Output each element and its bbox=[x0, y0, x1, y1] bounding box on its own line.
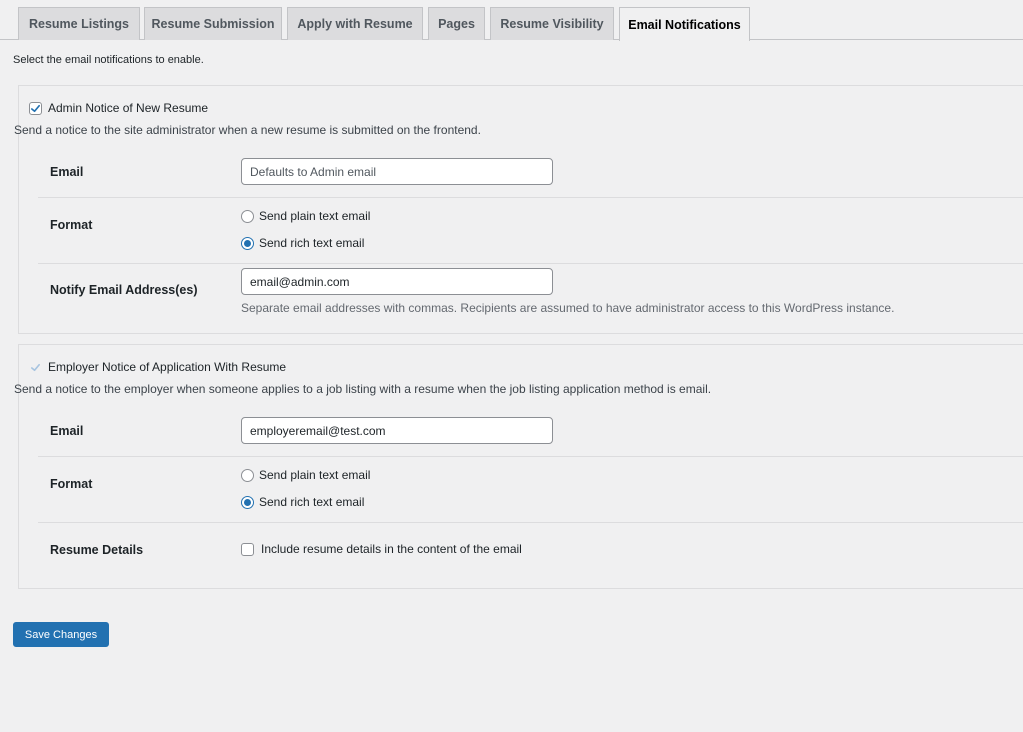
radio-label: Send rich text email bbox=[259, 495, 365, 509]
employer-notice-header bbox=[29, 360, 286, 374]
admin-format-plain-radio[interactable] bbox=[241, 209, 370, 223]
radio-button[interactable] bbox=[241, 469, 254, 482]
settings-tabs bbox=[0, 0, 1023, 40]
employer-notice-checkbox[interactable] bbox=[29, 361, 42, 374]
checkmark-icon bbox=[30, 103, 41, 114]
radio-label: Send rich text email bbox=[259, 236, 365, 250]
employer-format-plain-radio[interactable] bbox=[241, 468, 370, 482]
admin-email-input[interactable] bbox=[241, 158, 553, 185]
tab-resume-visibility[interactable]: Resume Visibility bbox=[490, 7, 614, 40]
admin-email-label: Email bbox=[50, 165, 84, 179]
admin-notice-panel bbox=[14, 85, 1023, 334]
employer-notice-title: Employer Notice of Application With Resume bbox=[48, 360, 287, 374]
tab-pages[interactable]: Pages bbox=[428, 7, 485, 40]
divider bbox=[38, 522, 1023, 523]
tab-resume-submission[interactable]: Resume Submission bbox=[144, 7, 282, 40]
admin-notice-header bbox=[29, 101, 208, 115]
radio-button-selected[interactable] bbox=[241, 237, 254, 250]
admin-format-rich-radio[interactable] bbox=[241, 236, 364, 250]
save-changes-button[interactable]: Save Changes bbox=[13, 622, 109, 647]
employer-format-rich-radio[interactable] bbox=[241, 495, 364, 509]
employer-email-label: Email bbox=[50, 424, 84, 438]
tab-email-notifications[interactable]: Email Notifications bbox=[619, 7, 750, 41]
divider bbox=[38, 197, 1023, 198]
admin-notice-title: Admin Notice of New Resume bbox=[48, 101, 209, 115]
resume-details-checkbox[interactable] bbox=[241, 543, 254, 556]
resume-details-checkbox-label: Include resume details in the content of the email bbox=[261, 542, 522, 556]
tab-apply-with-resume[interactable]: Apply with Resume bbox=[287, 7, 423, 40]
employer-notice-panel bbox=[14, 344, 1023, 589]
intro-text: Select the email notifications to enable. bbox=[13, 54, 204, 66]
radio-button-selected[interactable] bbox=[241, 496, 254, 509]
admin-format-label: Format bbox=[50, 218, 93, 232]
admin-notice-description: Send a notice to the site administrator when a new resume is submitted on the frontend. bbox=[14, 123, 481, 137]
resume-details-label: Resume Details bbox=[50, 543, 144, 557]
divider bbox=[38, 263, 1023, 264]
radio-label: Send plain text email bbox=[259, 209, 371, 223]
notify-email-input[interactable]: email@admin.com bbox=[241, 268, 553, 295]
notify-email-help: Separate email addresses with commas. Recipients are assumed to have administrator access to this WordPress instance. bbox=[241, 301, 895, 315]
resume-details-option[interactable] bbox=[241, 542, 522, 556]
employer-notice-description: Send a notice to the employer when someone applies to a job listing with a resume when the job listing application method is email. bbox=[14, 382, 712, 396]
tab-resume-listings[interactable]: Resume Listings bbox=[18, 7, 140, 40]
divider bbox=[38, 456, 1023, 457]
employer-email-input[interactable]: employeremail@test.com bbox=[241, 417, 553, 444]
radio-label: Send plain text email bbox=[259, 468, 371, 482]
employer-format-label: Format bbox=[50, 477, 93, 491]
radio-button[interactable] bbox=[241, 210, 254, 223]
checkmark-icon bbox=[30, 362, 41, 373]
notify-email-label: Notify Email Address(es) bbox=[50, 283, 198, 297]
admin-notice-checkbox[interactable] bbox=[29, 102, 42, 115]
